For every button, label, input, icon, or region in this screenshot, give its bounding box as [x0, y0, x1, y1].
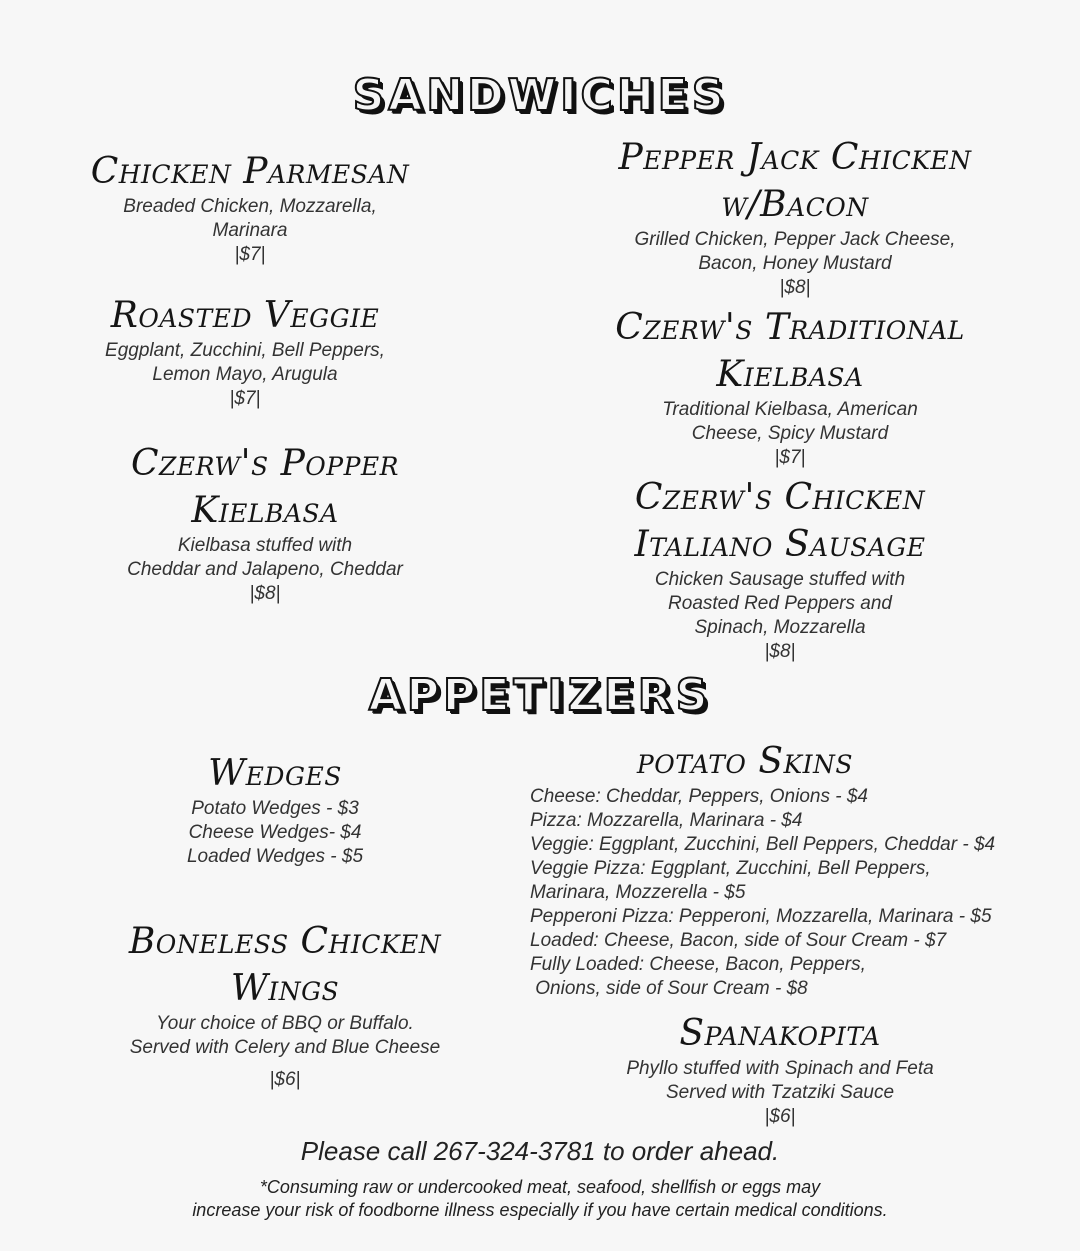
item-option: Loaded: Cheese, Bacon, side of Sour Cream - $7 [530, 930, 947, 951]
item-price: |$8| [779, 277, 811, 298]
item-name: Pepper Jack Chicken [618, 137, 972, 178]
item-description: Cheddar and Jalapeno, Cheddar [127, 559, 403, 580]
item-name: w/Bacon [721, 184, 869, 225]
item-name: Czerw's Chicken [634, 477, 926, 518]
item-name: Boneless Chicken [128, 921, 442, 962]
item-option: Pizza: Mozzarella, Marinara - $4 [530, 810, 803, 831]
menu-item-traditional-kielbasa [590, 304, 990, 470]
item-description: Kielbasa stuffed with [177, 535, 353, 556]
menu-item-pepper-jack-chicken [590, 134, 1000, 300]
item-description: Your choice of BBQ or Buffalo. [156, 1013, 414, 1034]
item-name: Italiano Sausage [634, 524, 926, 565]
item-description: Served with Tzatziki Sauce [665, 1082, 895, 1103]
menu-item-chicken-italiano-sausage [590, 474, 970, 664]
item-price: |$7| [229, 388, 261, 409]
menu-item-popper-kielbasa [90, 440, 440, 606]
item-description: Grilled Chicken, Pepper Jack Cheese, [634, 229, 956, 250]
item-price: |$6| [269, 1069, 301, 1090]
menu-item-potato-skins [530, 738, 1050, 1001]
item-option: Marinara, Mozzerella - $5 [530, 882, 746, 903]
item-name: Kielbasa [716, 354, 864, 395]
item-option: Loaded Wedges - $5 [186, 846, 364, 867]
item-price: |$7| [234, 244, 266, 265]
disclaimer-line: *Consuming raw or undercooked meat, seafood, shellfish or eggs may [259, 1177, 821, 1197]
disclaimer-line: increase your risk of foodborne illness especially if you have certain medical conditions. [192, 1200, 888, 1220]
item-name: Wings [230, 968, 340, 1009]
item-name: Roasted Veggie [110, 295, 380, 336]
menu-item-boneless-chicken-wings [100, 918, 470, 1092]
item-description: Lemon Mayo, Arugula [152, 364, 338, 385]
item-description: Served with Celery and Blue Cheese [129, 1037, 441, 1058]
item-name: Wedges [208, 753, 342, 794]
item-description: Eggplant, Zucchini, Bell Peppers, [105, 340, 385, 361]
item-description: Traditional Kielbasa, American [662, 399, 918, 420]
item-name: Kielbasa [191, 490, 339, 531]
food-safety-disclaimer [0, 1176, 1080, 1222]
item-description: Bacon, Honey Mustard [698, 253, 892, 274]
item-description: Chicken Sausage stuffed with [654, 569, 906, 590]
item-name: Chicken Parmesan [90, 151, 410, 192]
item-name: Spanakopita [679, 1013, 881, 1054]
item-name: potato Skins [636, 741, 854, 782]
menu-item-roasted-veggie [70, 292, 420, 411]
item-name: Czerw's Traditional [615, 307, 965, 348]
item-description: Breaded Chicken, Mozzarella, [123, 196, 377, 217]
sandwiches-heading: SANDWICHES [352, 70, 728, 121]
item-description: Phyllo stuffed with Spinach and Feta [626, 1058, 934, 1079]
appetizers-heading: APPETIZERS [368, 670, 712, 721]
menu-item-chicken-parmesan [80, 148, 420, 267]
item-name: Czerw's Popper [130, 443, 400, 484]
menu-item-wedges [120, 750, 430, 869]
item-description: Marinara [212, 220, 288, 241]
item-option: Onions, side of Sour Cream - $8 [530, 978, 808, 999]
item-option: Pepperoni Pizza: Pepperoni, Mozzarella, Marinara - $5 [530, 906, 992, 927]
item-description: Spinach, Mozzarella [694, 617, 866, 638]
item-option: Veggie: Eggplant, Zucchini, Bell Peppers, Cheddar - $4 [530, 834, 996, 855]
item-price: |$8| [249, 583, 281, 604]
item-price: |$6| [764, 1106, 796, 1127]
order-ahead-note: Please call 267-324-3781 to order ahead. [300, 1136, 780, 1166]
item-description: Cheese, Spicy Mustard [691, 423, 889, 444]
item-option: Veggie Pizza: Eggplant, Zucchini, Bell Peppers, [530, 858, 931, 879]
menu-item-spanakopita [590, 1010, 970, 1129]
item-option: Potato Wedges - $3 [191, 798, 359, 819]
item-option: Cheese: Cheddar, Peppers, Onions - $4 [530, 786, 868, 807]
item-option: Fully Loaded: Cheese, Bacon, Peppers, [530, 954, 866, 975]
item-price: |$8| [764, 641, 796, 662]
item-price: |$7| [774, 447, 806, 468]
item-description: Roasted Red Peppers and [668, 593, 892, 614]
item-option: Cheese Wedges- $4 [188, 822, 362, 843]
